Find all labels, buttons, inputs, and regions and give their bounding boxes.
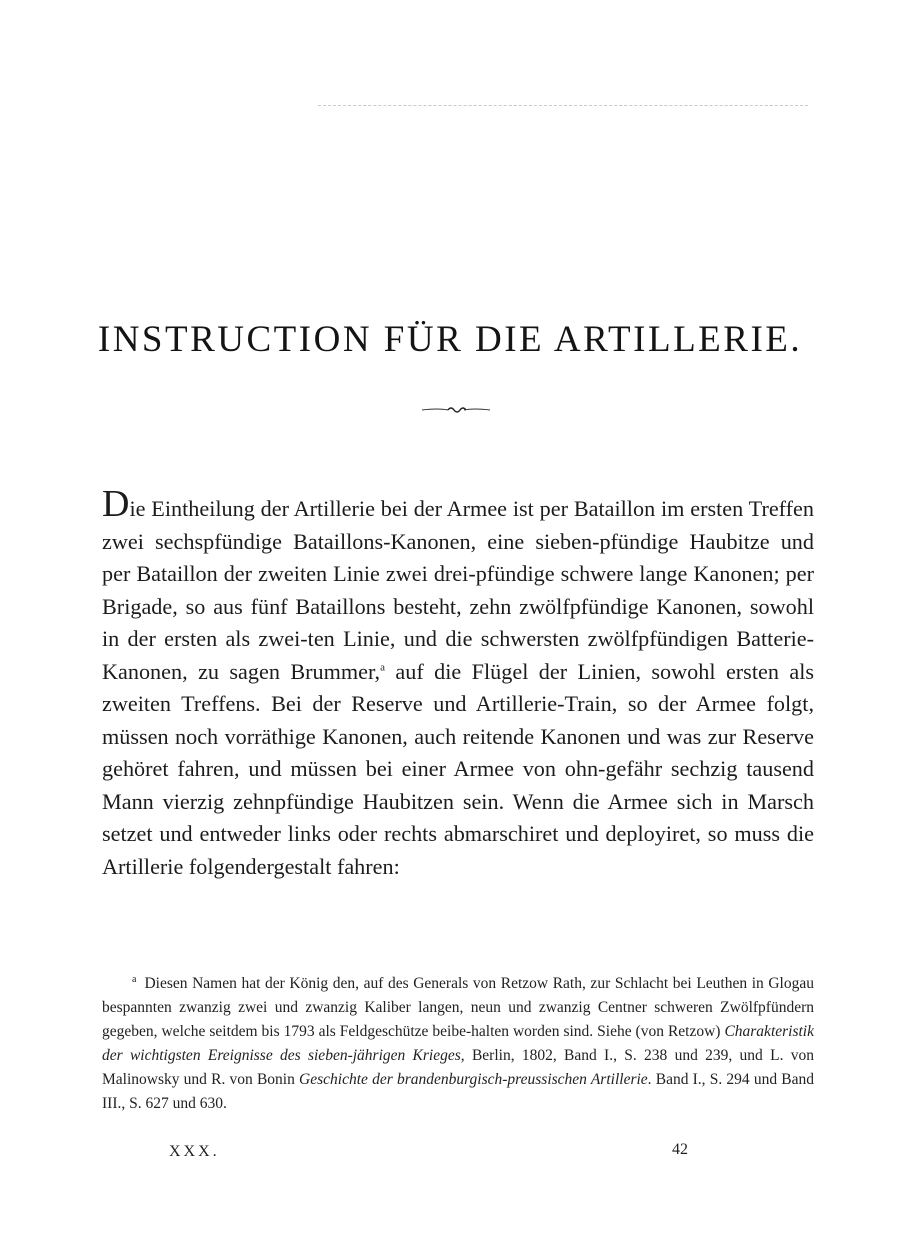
footnote-text-b: , Berlin, 1802, Band I., S. 238 und 239, und L. von Malinowsky und R. von Bonin: [102, 1047, 814, 1088]
signature-mark: XXX.: [169, 1143, 220, 1160]
drop-initial: D: [102, 483, 130, 525]
footnote-text-a: Diesen Namen hat der König den, auf des Generals von Retzow Rath, zur Schlacht bei Leuthen in Glogau bespannten zwanzig zwei und zwanzig Kaliber langen, neun und zwanzig Centner schweren Zwölfpfündern gegeben, welche seitdem bis 1793 als Feldgeschütze beibe-halten worden sind. Siehe (von Retzow): [102, 975, 814, 1040]
main-text: [102, 483, 814, 883]
footnote-marker: a: [132, 973, 137, 985]
page-title: INSTRUCTION FÜR DIE ARTILLERIE.: [97, 319, 803, 360]
footnote: [102, 972, 814, 1116]
footnote-title-1: Charakteristik der wichtigsten Ereignisse des sieben-jährigen Krieges: [102, 1023, 814, 1064]
paragraph-text-1: ie Eintheilung der Artillerie bei der Armee ist per Bataillon im ersten Treffen zwei sechspfündige Bataillons-Kanonen, eine sieben-pfündige Haubitze und per Bataillon der zweiten Linie zwei drei-pfündige schwere lange Kanonen; per Brigade, so aus fünf Bataillons besteht, zehn zwölfpfündige Kanonen, sowohl in der ersten als zwei-ten Linie, und die schwersten zwölfpfündigen Batterie-Kanonen, zu sagen Brummer,: [102, 496, 814, 684]
footnote-paragraph: [102, 972, 814, 1116]
footnote-text-c: . Band I., S. 294 und Band III., S. 627 und 630.: [102, 1071, 815, 1112]
footnote-reference: a: [380, 661, 385, 674]
footnote-title-2: Geschichte der brandenburgisch-preussischen Artillerie: [299, 1071, 648, 1088]
page-number: 42: [672, 1141, 688, 1158]
paragraph-text-2: auf die Flügel der Linien, sowohl ersten als zweiten Treffens. Bei der Reserve und Artillerie-Train, so der Armee folgt, müssen noch vorräthige Kanonen, auch reitende Kanonen und was zur Reserve gehöret fahren, und müssen bei einer Armee von ohn-gefähr sechzig tausend Mann vierzig zehnpfündige Haubitzen sein. Wenn die Armee sich in Marsch setzet und entweder links oder rechts abmarschiret und deployiret, so muss die Artillerie folgendergestalt fahren:: [102, 658, 814, 879]
main-paragraph: [102, 483, 814, 883]
title-ornament-icon: [420, 404, 492, 416]
top-rule: [318, 105, 808, 106]
